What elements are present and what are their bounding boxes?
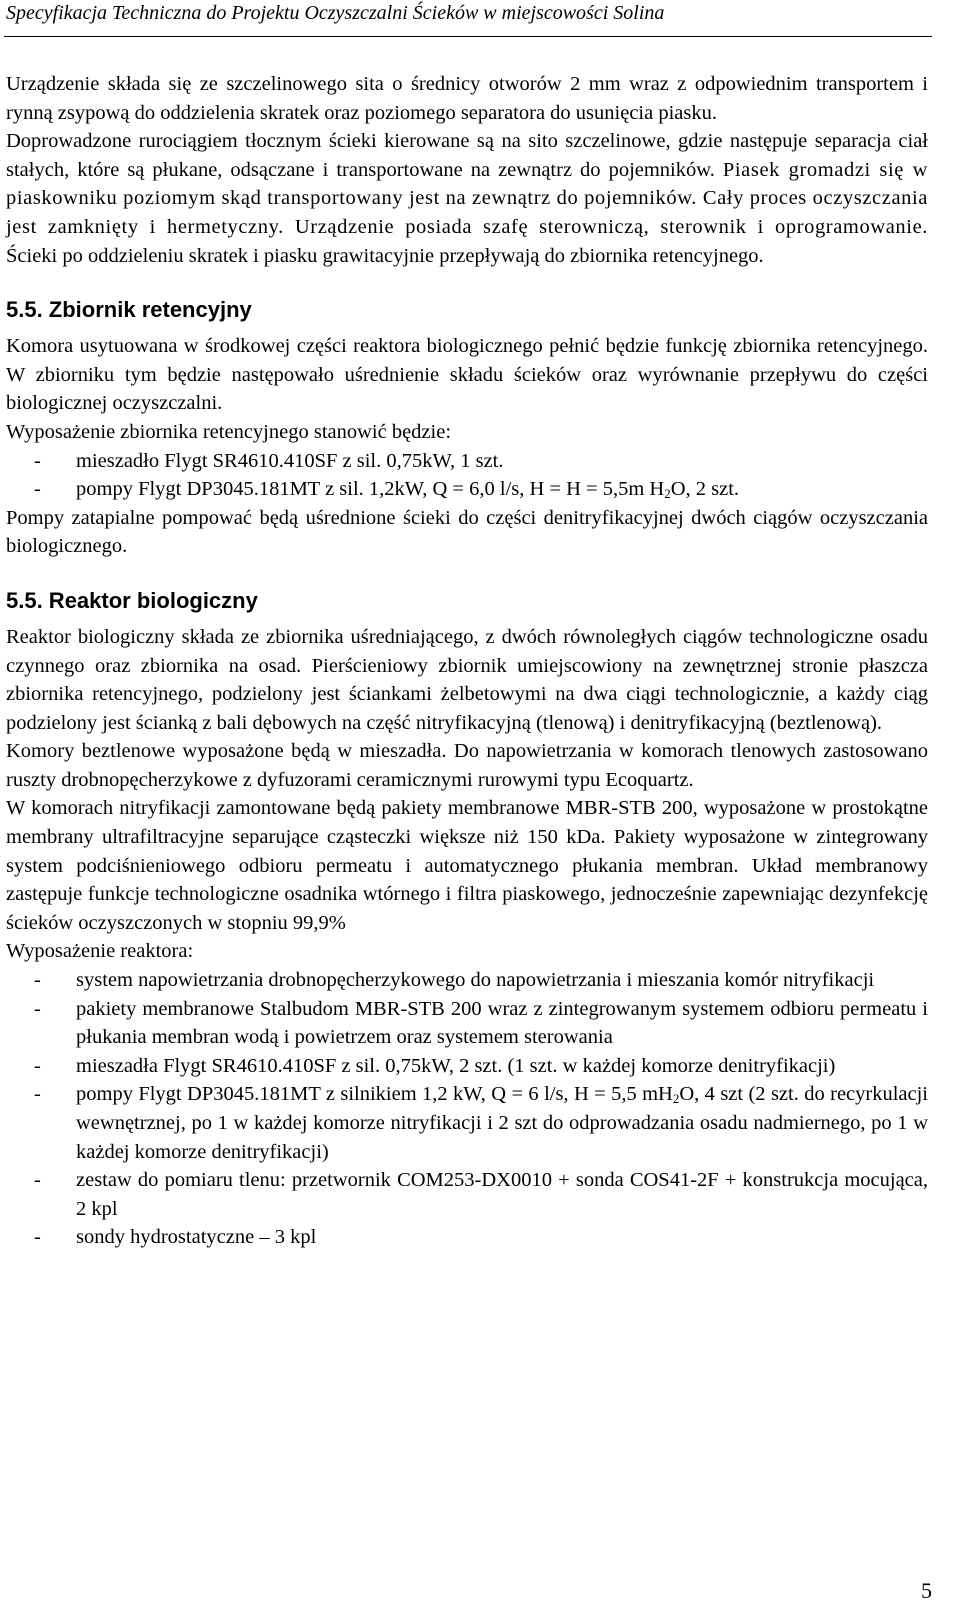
- intro-paragraph-2a: Doprowadzone rurociągiem tłocznym ścieki kierowane są na sito szczelinowe, gdzie następuje separacja ciał stałych, które są płukane, odsączane i transportowane na zewnątrz do pojemników.: [6, 130, 928, 181]
- document-body: [6, 70, 928, 1252]
- list-item: - pompy Flygt DP3045.181MT z sil. 1,2kW, Q = 6,0 l/s, H = H = 5,5m $H_2O$, 2 szt.: [6, 475, 928, 504]
- intro-paragraph-1: Urządzenie składa się ze szczelinowego sita o średnicy otworów 2 mm wraz z odpowiednim transportem i rynną zsypową do oddzielenia skratek oraz poziomego separatora do usunięcia piasku.: [6, 73, 928, 124]
- list-item: - system napowietrzania drobnopęcherzykowego do napowietrzania i mieszania komór nitryfikacji: [6, 966, 928, 995]
- reactor-equipment-intro: Wyposażenie reaktora:: [6, 940, 194, 963]
- running-header: Specyfikacja Techniczna do Projektu Oczyszczalni Ścieków w miejscowości Solina: [6, 2, 665, 24]
- list-item: - pompy Flygt DP3045.181MT z silnikiem 1,2 kW, Q = 6 l/s, H = 5,5 $mH_2O$, 4 szt (2 szt. do recyrkulacji wewnętrznej, po 1 w każdej komorze nitryfikacji i 2 szt do odprowadzania osadu nadmiernego, po 1 w każdej komorze denitryfikacji): [6, 1080, 928, 1166]
- header-rule: [4, 36, 932, 37]
- retention-paragraph-2: Pompy zatapialne pompować będą uśrednione ścieki do części denitryfikacyjnej dwóch ciągów oczyszczania biologicznego.: [6, 506, 928, 558]
- list-item: - zestaw do pomiaru tlenu: przetwornik COM253-DX0010 + sonda COS41-2F + konstrukcja mocująca, 2 kpl: [6, 1166, 928, 1223]
- retention-equipment-list: [6, 447, 928, 504]
- reactor-paragraph-3: W komorach nitryfikacji zamontowane będą pakiety membranowe MBR-STB 200, wyposażone w prostokątne membrany ultrafiltracyjne separujące cząsteczki większe niż 150 kDa. Pakiety wyposażone w zintegrowany system podciśnieniowego odbioru permeatu i automatycznego płukania membran. Układ membranowy zastępuje funkcje technologiczne osadnika wtórnego i filtra piaskowego, jednocześnie zapewniając dezynfekcję ścieków oczyszczonych w stopniu 99,9%: [6, 797, 928, 934]
- section-heading-retention-tank: 5.5. Zbiornik retencyjny: [6, 297, 252, 323]
- retention-paragraph-1: Komora usytuowana w środkowej części reaktora biologicznego pełnić będzie funkcję zbiornika retencyjnego. W zbiorniku tym będzie następowało uśrednienie składu ścieków oraz wyrównanie przepływu do części biologicznej oczyszczalni.: [6, 335, 928, 415]
- list-item: - mieszadła Flygt SR4610.410SF z sil. 0,75kW, 2 szt. (1 szt. w każdej komorze denitryfikacji): [6, 1052, 928, 1081]
- retention-equipment-intro: Wyposażenie zbiornika retencyjnego stanowić będzie:: [6, 420, 452, 443]
- reactor-paragraph-1: Reaktor biologiczny składa ze zbiornika uśredniającego, z dwóch równoległych ciągów technologiczne osadu czynnego oraz zbiornika na osad. Pierścieniowy zbiornik umiejscowiony na zewnętrznej stronie płaszcza zbiornika retencyjnego, podzielony jest ściankami żelbetowymi na dwa ciągi technologicznie, a każdy ciąg podzielony jest ścianką z bali dębowych na część nitryfikacyjną (tlenową) i denitryfikacyjną (beztlenową).: [6, 625, 928, 734]
- intro-paragraph-2b: Piasek gromadzi się w piaskowniku poziomym skąd transportowany jest na zewnątrz do pojemników. Cały proces oczyszczania jest zamknięty i hermetyczny. Urządzenie posiada szafę sterowniczą, sterownik i oprogramowanie.: [6, 158, 929, 238]
- page-number: 5: [921, 1578, 932, 1603]
- intro-paragraph-2c: Ścieki po oddzieleniu skratek i piasku grawitacyjnie przepływają do zbiornika retencyjnego.: [6, 244, 764, 267]
- intro-paragraph-2: [6, 127, 928, 270]
- section-heading-bioreactor: 5.5. Reaktor biologiczny: [6, 587, 258, 613]
- list-item: - pakiety membranowe Stalbudom MBR-STB 200 wraz z zintegrowanym systemem odbioru permeatu i płukania membran wodą i powietrzem oraz systemem sterowania: [6, 995, 928, 1052]
- list-item: - sondy hydrostatyczne – 3 kpl: [6, 1223, 928, 1252]
- reactor-equipment-list: [6, 966, 928, 1252]
- reactor-paragraph-2: Komory beztlenowe wyposażone będą w mieszadła. Do napowietrzania w komorach tlenowych zastosowano ruszty drobnopęcherzykowe z dyfuzorami ceramicznymi rurowymi typu Ecoquartz.: [6, 740, 928, 791]
- list-item: - mieszadło Flygt SR4610.410SF z sil. 0,75kW, 1 szt.: [6, 447, 928, 476]
